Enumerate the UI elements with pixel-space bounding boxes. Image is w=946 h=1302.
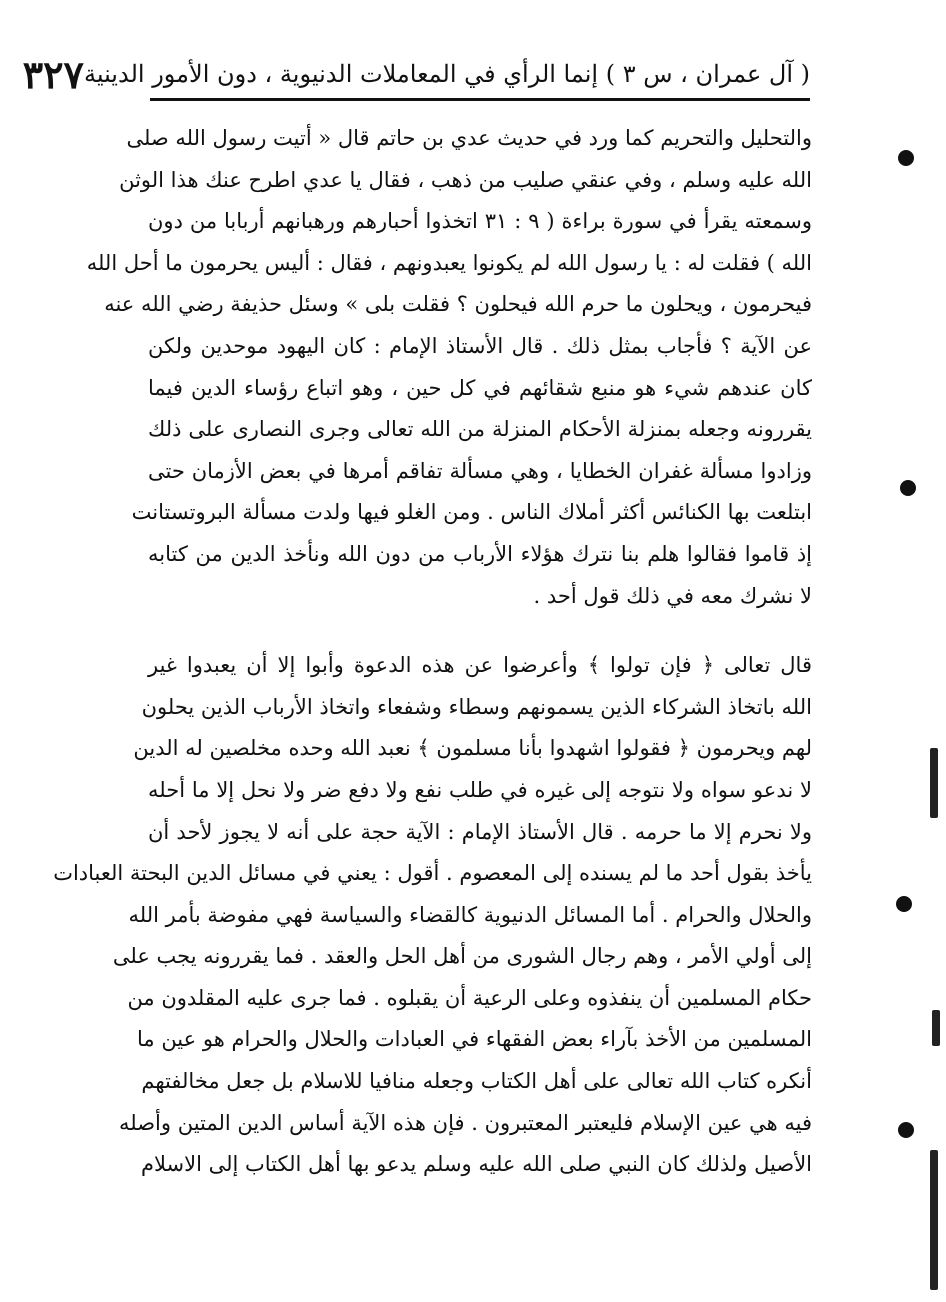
text-line: والحلال والحرام . أما المسائل الدنيوية كالقضاء والسياسة فهي مفوضة بأمر الله: [128, 902, 812, 927]
text-line: أنكره كتاب الله تعالى على أهل الكتاب وجعله منافيا للاسلام بل جعل مخالفتهم: [141, 1069, 812, 1094]
text-line: يأخذ بقول أحد ما لم يسنده إلى المعصوم . أقول : يعني في مسائل الدين البحتة العبادات: [53, 861, 812, 886]
text-line: لا ندعو سواه ولا نتوجه إلى غيره في طلب نفع ولا دفع ضر ولا نحل إلا ما أحله: [148, 777, 812, 802]
binding-hole-mark: [898, 1122, 914, 1138]
body-text: [53, 118, 812, 1186]
text-line: إذ قاموا فقالوا هلم بنا نترك هؤلاء الأرباب من دون الله ونأخذ الدين من كتابه: [148, 541, 812, 566]
text-line: الأصيل ولذلك كان النبي صلى الله عليه وسلم يدعو بها أهل الكتاب إلى الاسلام: [140, 1152, 812, 1177]
text-line: وسمعته يقرأ في سورة براءة ( ٩ : ٣١ اتخذوا أحبارهم ورهبانهم أربابا من دون: [148, 209, 812, 234]
text-line: ابتلعت بها الكنائس أكثر أملاك الناس . ومن الغلو فيها ولدت مسألة البروتستانت: [131, 500, 812, 525]
page-number: ٣٢٧: [22, 51, 84, 97]
paragraph-2: [53, 645, 812, 1186]
text-line: وزادوا مسألة غفران الخطايا ، وهي مسألة تفاقم أمرها في بعض الأزمان حتى: [148, 458, 812, 483]
text-line: حكام المسلمين أن ينفذوه وعلى الرعية أن يقبلوه . فما جرى عليه المقلدون من: [127, 985, 812, 1010]
text-line: لا نشرك معه في ذلك قول أحد .: [533, 583, 812, 608]
text-line: فيحرمون ، ويحلون ما حرم الله فيحلون ؟ فقلت بلى » وسئل حذيفة رضي الله عنه: [104, 292, 812, 317]
text-line: عن الآية ؟ فأجاب بمثل ذلك . قال الأستاذ الإمام : كان اليهود موحدين ولكن: [148, 333, 812, 358]
binding-hole-mark: [898, 150, 914, 166]
text-line: ولا نحرم إلا ما حرمه . قال الأستاذ الإمام : الآية حجة على أنه لا يجوز لأحد أن: [148, 819, 812, 844]
text-line: فيه هي عين الإسلام فليعتبر المعتبرون . فإن هذه الآية أساس الدين المتين وأصله: [119, 1110, 812, 1135]
scan-edge-mark: [930, 1150, 938, 1290]
scan-edge-mark: [932, 1010, 940, 1046]
text-line: لهم ويحرمون ﴿ فقولوا اشهدوا بأنا مسلمون ﴾ نعبد الله وحده مخلصين له الدين: [133, 736, 812, 761]
text-line: إلى أولي الأمر ، وهم رجال الشورى من أهل الحل والعقد . فما يقررونه يجب على: [112, 944, 812, 969]
text-line: كان عندهم شيء هو منبع شقائهم في كل حين ، وهو اتباع رؤساء الدين فيما: [148, 375, 812, 400]
text-line: يقررونه وجعله بمنزلة الأحكام المنزلة من الله تعالى وجرى النصارى على ذلك: [148, 417, 812, 442]
text-line: الله عليه وسلم ، وفي عنقي صليب من ذهب ، فقال يا عدي اطرح عنك هذا الوثن: [119, 167, 812, 192]
page-header: [22, 50, 810, 101]
binding-hole-mark: [900, 480, 916, 496]
text-line: قال تعالى ﴿ فإن تولوا ﴾ وأعرضوا عن هذه الدعوة وأبوا إلا أن يعبدوا غير: [148, 653, 812, 678]
binding-hole-mark: [896, 896, 912, 912]
running-title: ( آل عمران ، س ٣ ) إنما الرأي في المعاملات الدنيوية ، دون الأمور الدينية: [83, 60, 810, 88]
text-line: المسلمين من الأخذ بآراء بعض الفقهاء في العبادات والحلال والحرام هو عين ما: [137, 1027, 812, 1052]
scan-edge-mark: [930, 748, 938, 818]
text-line: الله باتخاذ الشركاء الذين يسمونهم وسطاء وشفعاء واتخاذ الأرباب الذين يحلون: [141, 694, 812, 719]
text-line: والتحليل والتحريم كما ورد في حديث عدي بن حاتم قال « أتيت رسول الله صلى: [126, 126, 812, 150]
paragraph-gap: [148, 617, 812, 645]
text-line: الله ) فقلت له : يا رسول الله لم يكونوا يعبدونهم ، فقال : أليس يحرمون ما أحل الله: [86, 250, 812, 275]
paragraph-1: [86, 118, 812, 617]
